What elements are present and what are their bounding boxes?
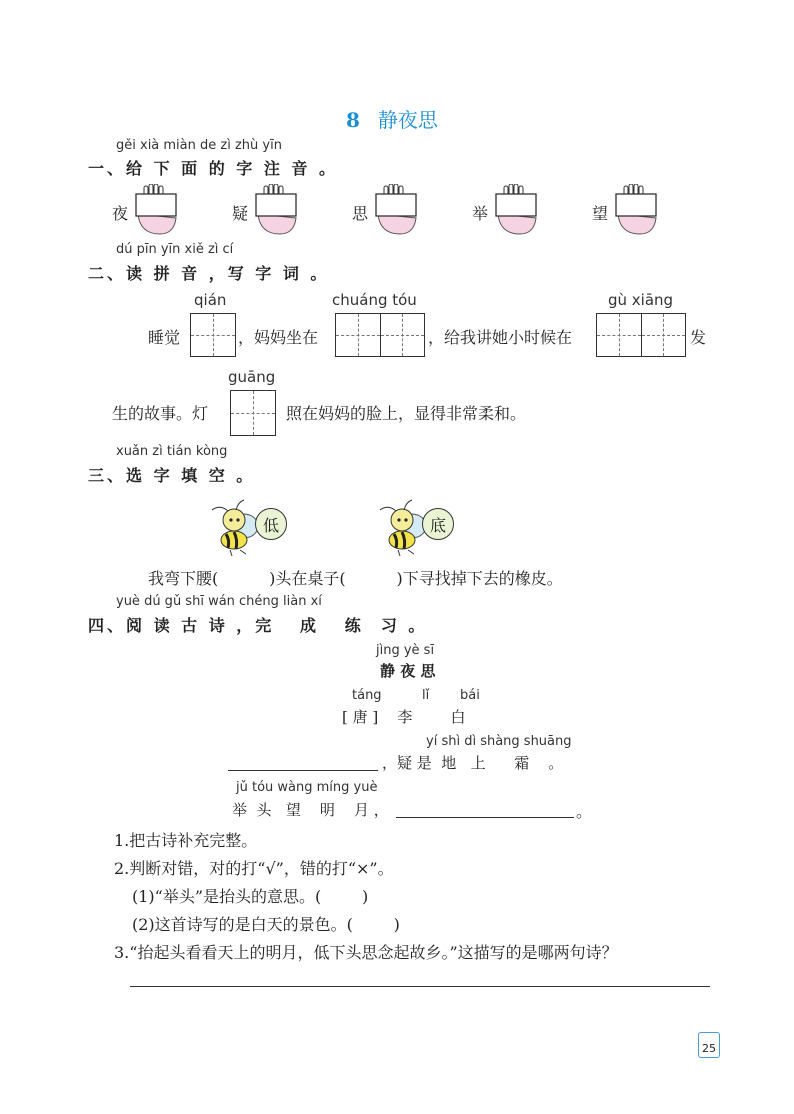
- text-fa: 发: [690, 328, 707, 347]
- pinyin-answer-card-4[interactable]: [496, 194, 536, 216]
- section1-heading: 一、给 下 面 的 字 注 音 。: [88, 159, 338, 178]
- writing-box-guxiang[interactable]: [596, 313, 686, 357]
- text-gei-wo-jiang: ，给我讲她小时候在: [428, 328, 573, 347]
- annotate-char-4: 举: [472, 204, 489, 223]
- bee-character-2: 底: [422, 508, 454, 540]
- pinyin-chuangtou: chuáng tóu: [332, 291, 417, 309]
- annotate-char-3: 思: [352, 204, 369, 223]
- section4-pinyin: yuè dú gǔ shī wán chéng liàn xí: [116, 594, 322, 609]
- pinyin-answer-card-2[interactable]: [256, 194, 296, 216]
- pinyin-answer-card-1[interactable]: [136, 194, 176, 216]
- poem-line-1: ，疑 是 地 上 霜 。: [382, 754, 564, 772]
- answer-line-3[interactable]: [130, 986, 710, 987]
- text-zhao-zai: 照在妈妈的脸上，显得非常柔和。: [286, 404, 527, 423]
- pinyin-qian: qián: [194, 291, 227, 309]
- pinyin-guang: guāng: [228, 368, 276, 386]
- section1-pinyin: gěi xià miàn de zì zhù yīn: [116, 138, 282, 153]
- pinyin-answer-card-3[interactable]: [376, 194, 416, 216]
- answer-line-1[interactable]: [228, 770, 378, 771]
- page-number: 25: [698, 1032, 720, 1058]
- author-pinyin-li: lǐ: [422, 688, 430, 703]
- annotate-char-5: 望: [592, 204, 609, 223]
- bee-character-1: 低: [255, 508, 287, 540]
- section2-heading: 二、读 拼 音 ，写 字 词 。: [88, 264, 330, 283]
- answer-line-2[interactable]: [396, 817, 574, 818]
- poem-title-pinyin: jìng yè sī: [376, 643, 435, 658]
- poem-line-2-end: 。: [576, 802, 593, 821]
- section3-pinyin: xuǎn zì tián kòng: [116, 444, 228, 459]
- poem-author: [ 唐 ] 李 白: [342, 708, 466, 726]
- section3-heading: 三、选 字 填 空 。: [88, 466, 256, 485]
- question-3: 3.“抬起头看看天上的明月，低下头思念起故乡。”这描写的是哪两句诗？: [114, 943, 618, 962]
- poem-title: 静 夜 思: [380, 662, 436, 680]
- writing-box-chuangtou[interactable]: [335, 313, 425, 357]
- lesson-number: 8: [346, 108, 360, 132]
- author-pinyin-bai: bái: [460, 688, 480, 703]
- text-shuijiao: 睡觉: [148, 328, 181, 347]
- pinyin-answer-card-5[interactable]: [616, 194, 656, 216]
- writing-box-qian[interactable]: [190, 313, 236, 357]
- writing-box-guang[interactable]: [230, 390, 276, 436]
- section3-sentence: 我弯下腰( )头在桌子( )下寻找掉下去的橡皮。: [148, 569, 563, 588]
- line1-pinyin: yí shì dì shàng shuāng: [426, 734, 572, 749]
- question-2: 2.判断对错，对的打“√”，错的打“×”。: [114, 859, 394, 878]
- annotate-char-2: 疑: [232, 204, 249, 223]
- section2-pinyin: dú pīn yīn xiě zì cí: [116, 242, 234, 257]
- text-gushi-deng: 生的故事。灯: [112, 404, 209, 423]
- line2-pinyin: jǔ tóu wàng míng yuè: [236, 780, 378, 795]
- annotate-char-1: 夜: [112, 204, 129, 223]
- section4-heading: 四、阅 读 古 诗 ，完 成 练 习 。: [88, 616, 428, 635]
- page-title: [346, 104, 438, 133]
- question-2b: (2)这首诗写的是白天的景色。( ): [132, 915, 400, 934]
- question-1: 1.把古诗补充完整。: [114, 831, 258, 850]
- lesson-title: 静夜思: [377, 108, 438, 132]
- question-2a: (1)“举头”是抬头的意思。( ): [132, 887, 369, 906]
- text-mama-zuozai: ，妈妈坐在: [238, 328, 319, 347]
- pinyin-guxiang: gù xiāng: [608, 291, 674, 309]
- poem-line-2: 举 头 望 明 月 ，: [232, 801, 389, 819]
- author-pinyin-tang: táng: [352, 688, 382, 703]
